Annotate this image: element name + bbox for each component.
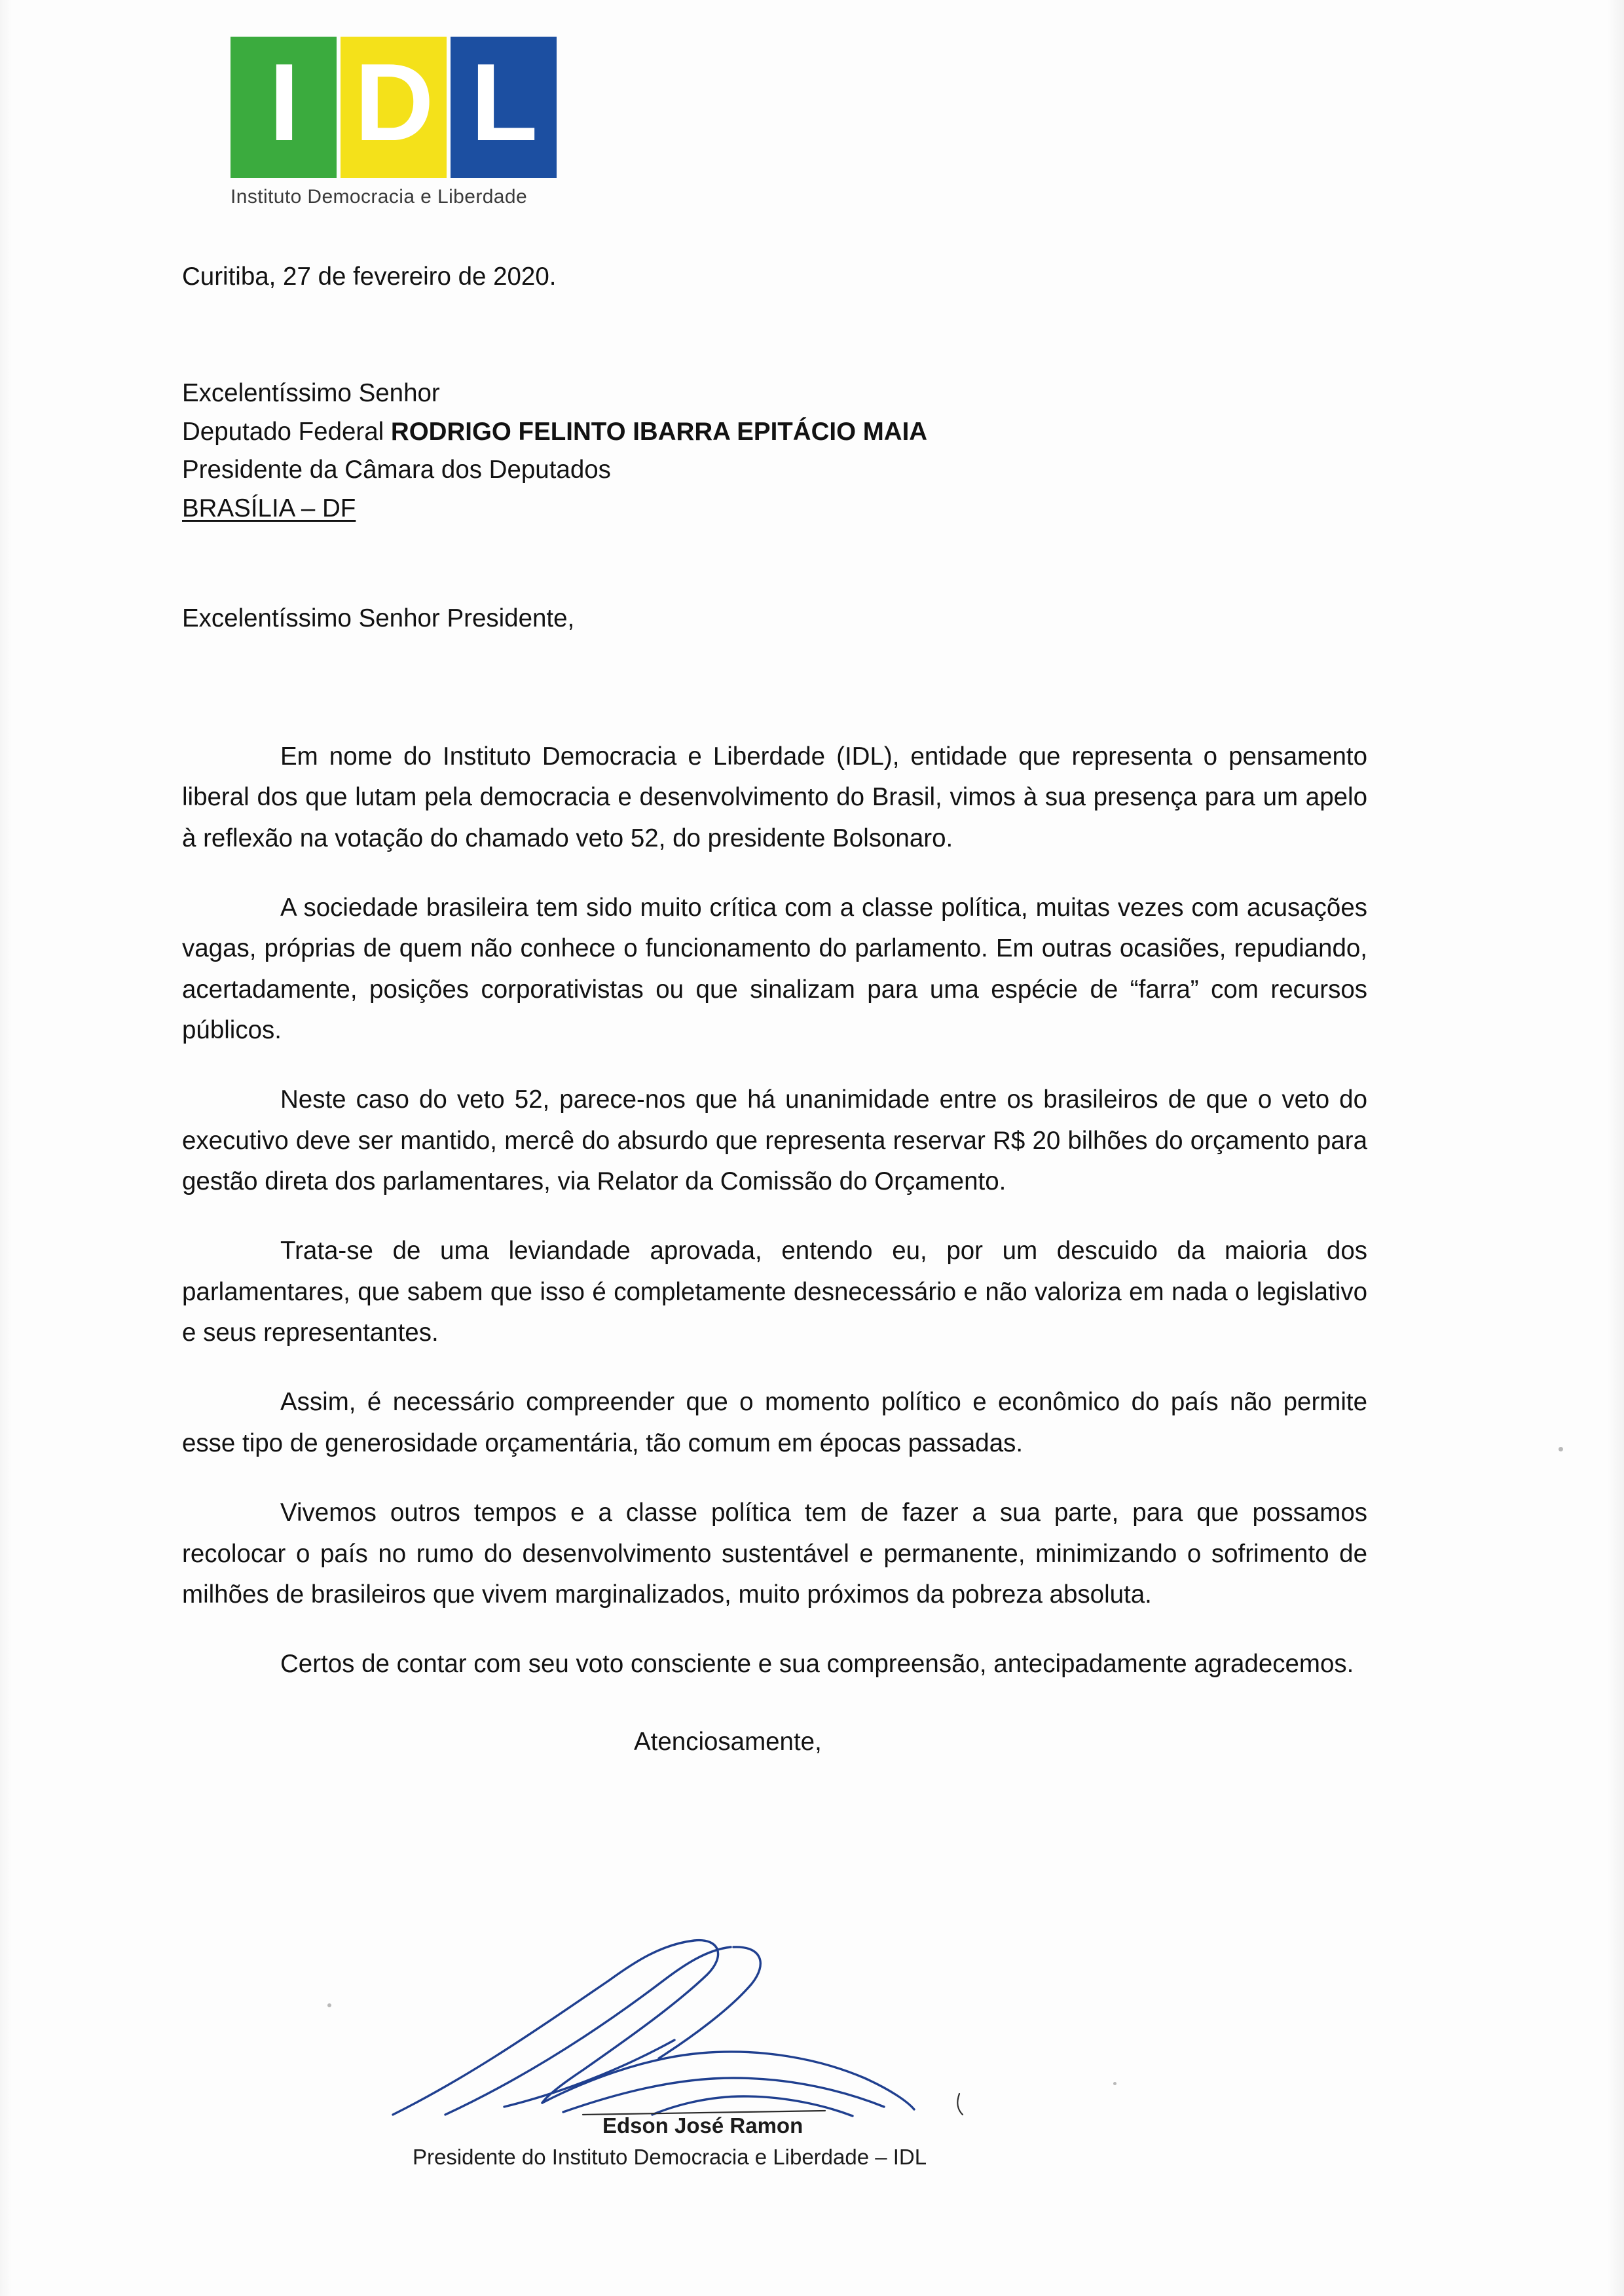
scan-speck [327,2003,331,2007]
signature-title: Presidente do Instituto Democracia e Liberdade – IDL [413,2145,927,2169]
logo-tiles [231,37,557,178]
letter-paragraph-4: Trata-se de uma leviandade aprovada, entendo eu, por um descuido da maioria dos parlamentares, que sabem que isso é completamente desnecessário e não valoriza em nada o legislativo e seus representantes. [182,1237,1367,1347]
letter-addressee [182,374,1367,528]
logo-caption: Instituto Democracia e Liberdade [231,186,528,208]
addressee-line-4: BRASÍLIA – DF [182,494,356,522]
addressee-line-2 [182,413,1367,452]
letter-date: Curitiba, 27 de fevereiro de 2020. [182,263,557,291]
addressee-name: RODRIGO FELINTO IBARRA EPITÁCIO MAIA [390,417,928,446]
letter-paragraph-1: Em nome do Instituto Democracia e Liberdade (IDL), entidade que representa o pensamento liberal dos que lutam pela democracia e desenvolvimento do Brasil, vimos à sua presença para um apelo à reflexão na votação do chamado veto 52, do presidente Bolsonaro. [182,742,1367,852]
logo-letter-i: I [268,41,299,164]
logo-letter-d: D [354,41,433,164]
letter-closing: Atenciosamente, [634,1727,822,1756]
letter-paragraph-2: A sociedade brasileira tem sido muito crítica com a classe política, muitas vezes com acusações vagas, próprias de quem não conhece o funcionamento do parlamento. Em outras ocasiões, repudiando, acertadamente, posições corporativistas ou que sinalizam para uma espécie de “farra” com recursos públicos. [182,893,1367,1044]
letter-paragraph-6: Vivemos outros tempos e a classe política tem de fazer a sua parte, para que possamos recolocar o país no rumo do desenvolvimento sustentável e permanente, minimizando o sofrimento de milhões de brasileiros que vivem marginalizados, muito próximos da pobreza absoluta. [182,1499,1367,1609]
letter-paragraph-3: Neste caso do veto 52, parece-nos que há unanimidade entre os brasileiros de que o veto do executivo deve ser mantido, mercê do absurdo que representa reservar R$ 20 bilhões do orçamento para gestão direta dos parlamentares, via Relator da Comissão do Orçamento. [182,1085,1367,1196]
scan-speck [1113,2082,1116,2085]
scan-speck [1559,1447,1563,1451]
signature-name: Edson José Ramon [602,2113,803,2138]
addressee-role-prefix: Deputado Federal [182,417,391,446]
logo-tile-blue [451,37,557,178]
signature-block [367,1918,1218,2193]
logo-tile-yellow [341,37,447,178]
letter-paragraph-7: Certos de contar com seu voto consciente e sua compreensão, antecipadamente agradecemos. [280,1650,1354,1679]
handwritten-signature-icon [367,1918,1218,2134]
addressee-line-1: Excelentíssimo Senhor [182,379,440,408]
logo-tile-green [231,37,337,178]
letter-body [182,257,1367,1762]
letter-paragraph-5: Assim, é necessário compreender que o momento político e econômico do país não permite esse tipo de generosidade orçamentária, tão comum em épocas passadas. [182,1388,1367,1457]
letter-salutation: Excelentíssimo Senhor Presidente, [182,604,575,633]
idl-logo [231,37,571,208]
addressee-line-3: Presidente da Câmara dos Deputados [182,456,611,484]
logo-letter-l: L [470,41,537,164]
